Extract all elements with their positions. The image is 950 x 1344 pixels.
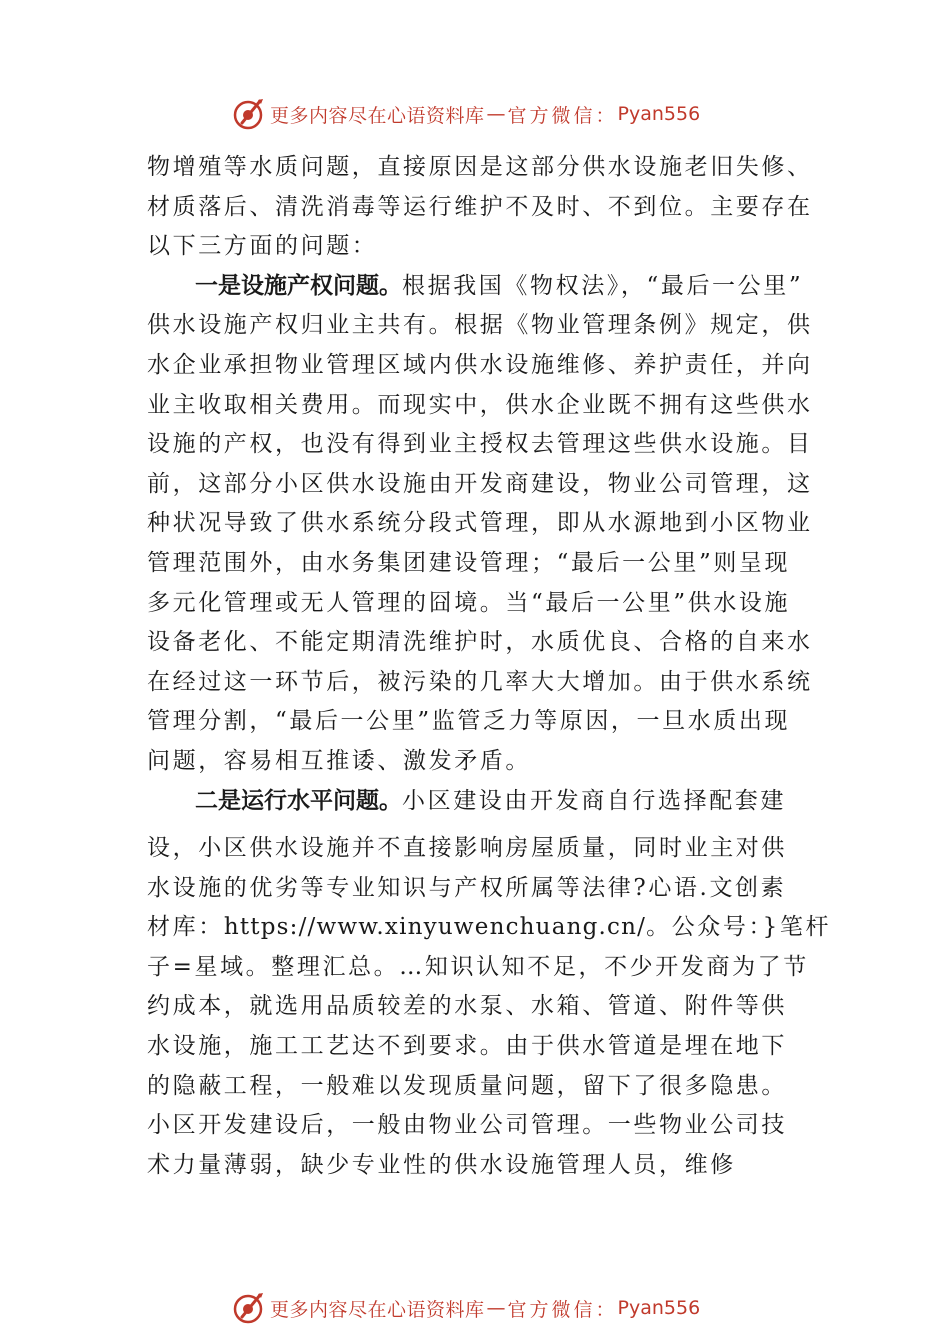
logo-icon: [232, 97, 266, 131]
header-banner: [232, 96, 700, 132]
paragraph-2-first-line: [147, 782, 807, 822]
text-line: 业主收取相关费用。而现实中，供水企业既不拥有这些供水: [147, 391, 813, 418]
text-line: 水企业承担物业管理区域内供水设施维修、养护责任，并向: [147, 351, 813, 378]
text-line: 问题，容易相互推诿、激发矛盾。: [147, 747, 531, 774]
paragraph-2-heading: 二是运行水平问题。: [195, 787, 402, 814]
text-line: 设施的产权，也没有得到业主授权去管理这些供水设施。目: [147, 431, 813, 458]
text-line: 物增殖等水质问题，直接原因是这部分供水设施老旧失修、: [147, 154, 813, 180]
text-segment: 材库：: [147, 914, 224, 941]
text-line: 供水设施产权归业主共有。根据《物业管理条例》规定，供: [147, 312, 813, 339]
spacer: [147, 821, 807, 829]
header-text: 更多内容尽在心语资料库: [270, 104, 485, 127]
text-line-with-url: [147, 908, 832, 948]
footer-wechat-id: Pyan556: [617, 1297, 701, 1319]
website-url: https://www.xinyuwenchuang.cn/: [223, 914, 647, 941]
text-line: 以下三方面的问题：: [147, 233, 378, 260]
text-segment: 。公众号：}笔杆: [646, 914, 832, 941]
text-line: 的隐蔽工程，一般难以发现质量问题，留下了很多隐患。: [147, 1072, 787, 1099]
paragraph-1-first-line: [147, 267, 807, 307]
text-line: 种状况导致了供水系统分段式管理，即从水源地到小区物业: [147, 510, 813, 537]
text-line: 在经过这一环节后，被污染的几率大大增加。由于供水系统: [147, 668, 813, 695]
text-line: 管理范围外，由水务集团建设管理；“最后一公里”则呈现: [147, 549, 791, 576]
footer-text: 更多内容尽在心语资料库: [270, 1298, 485, 1321]
text-line: 水设施的优劣等专业知识与产权所属等法律?心语.文创素: [147, 874, 787, 901]
text-segment: 小区建设由开发商自行选择配套建: [402, 787, 786, 814]
text-segment: 根据我国《物权法》，“最后一公里”: [402, 272, 804, 299]
header-wechat-label: 官方微信：: [507, 104, 618, 127]
text-line: 管理分割，“最后一公里”监管乏力等原因，一旦水质出现: [147, 708, 791, 735]
logo-icon: [232, 1291, 266, 1325]
text-line: 子=星域。整理汇总。…知识认知不足，不少开发商为了节: [147, 953, 809, 980]
text-line: 前，这部分小区供水设施由开发商建设，物业公司管理，这: [147, 470, 813, 497]
text-line: 约成本，就选用品质较差的水泵、水箱、管道、附件等供: [147, 993, 787, 1020]
footer-separator: —: [486, 1297, 506, 1319]
paragraph-1-heading: 一是设施产权问题。: [195, 272, 402, 299]
text-line: 水设施，施工工艺达不到要求。由于供水管道是埋在地下: [147, 1033, 787, 1060]
header-wechat-id: Pyan556: [617, 103, 701, 125]
text-line: 术力量薄弱，缺少专业性的供水设施管理人员，维修: [147, 1151, 736, 1178]
text-line: 材质落后、清洗消毒等运行维护不及时、不到位。主要存在: [147, 193, 813, 220]
text-line: 多元化管理或无人管理的囧境。当“最后一公里”供水设施: [147, 589, 791, 616]
document-body: [147, 148, 832, 1185]
text-line: 设，小区供水设施并不直接影响房屋质量，同时业主对供: [147, 835, 787, 862]
text-line: 设备老化、不能定期清洗维护时，水质优良、合格的自来水: [147, 629, 813, 656]
footer-wechat-label: 官方微信：: [507, 1298, 618, 1321]
footer-banner: [232, 1290, 700, 1326]
text-line: 小区开发建设后，一般由物业公司管理。一些物业公司技: [147, 1112, 787, 1139]
header-separator: —: [486, 103, 506, 125]
